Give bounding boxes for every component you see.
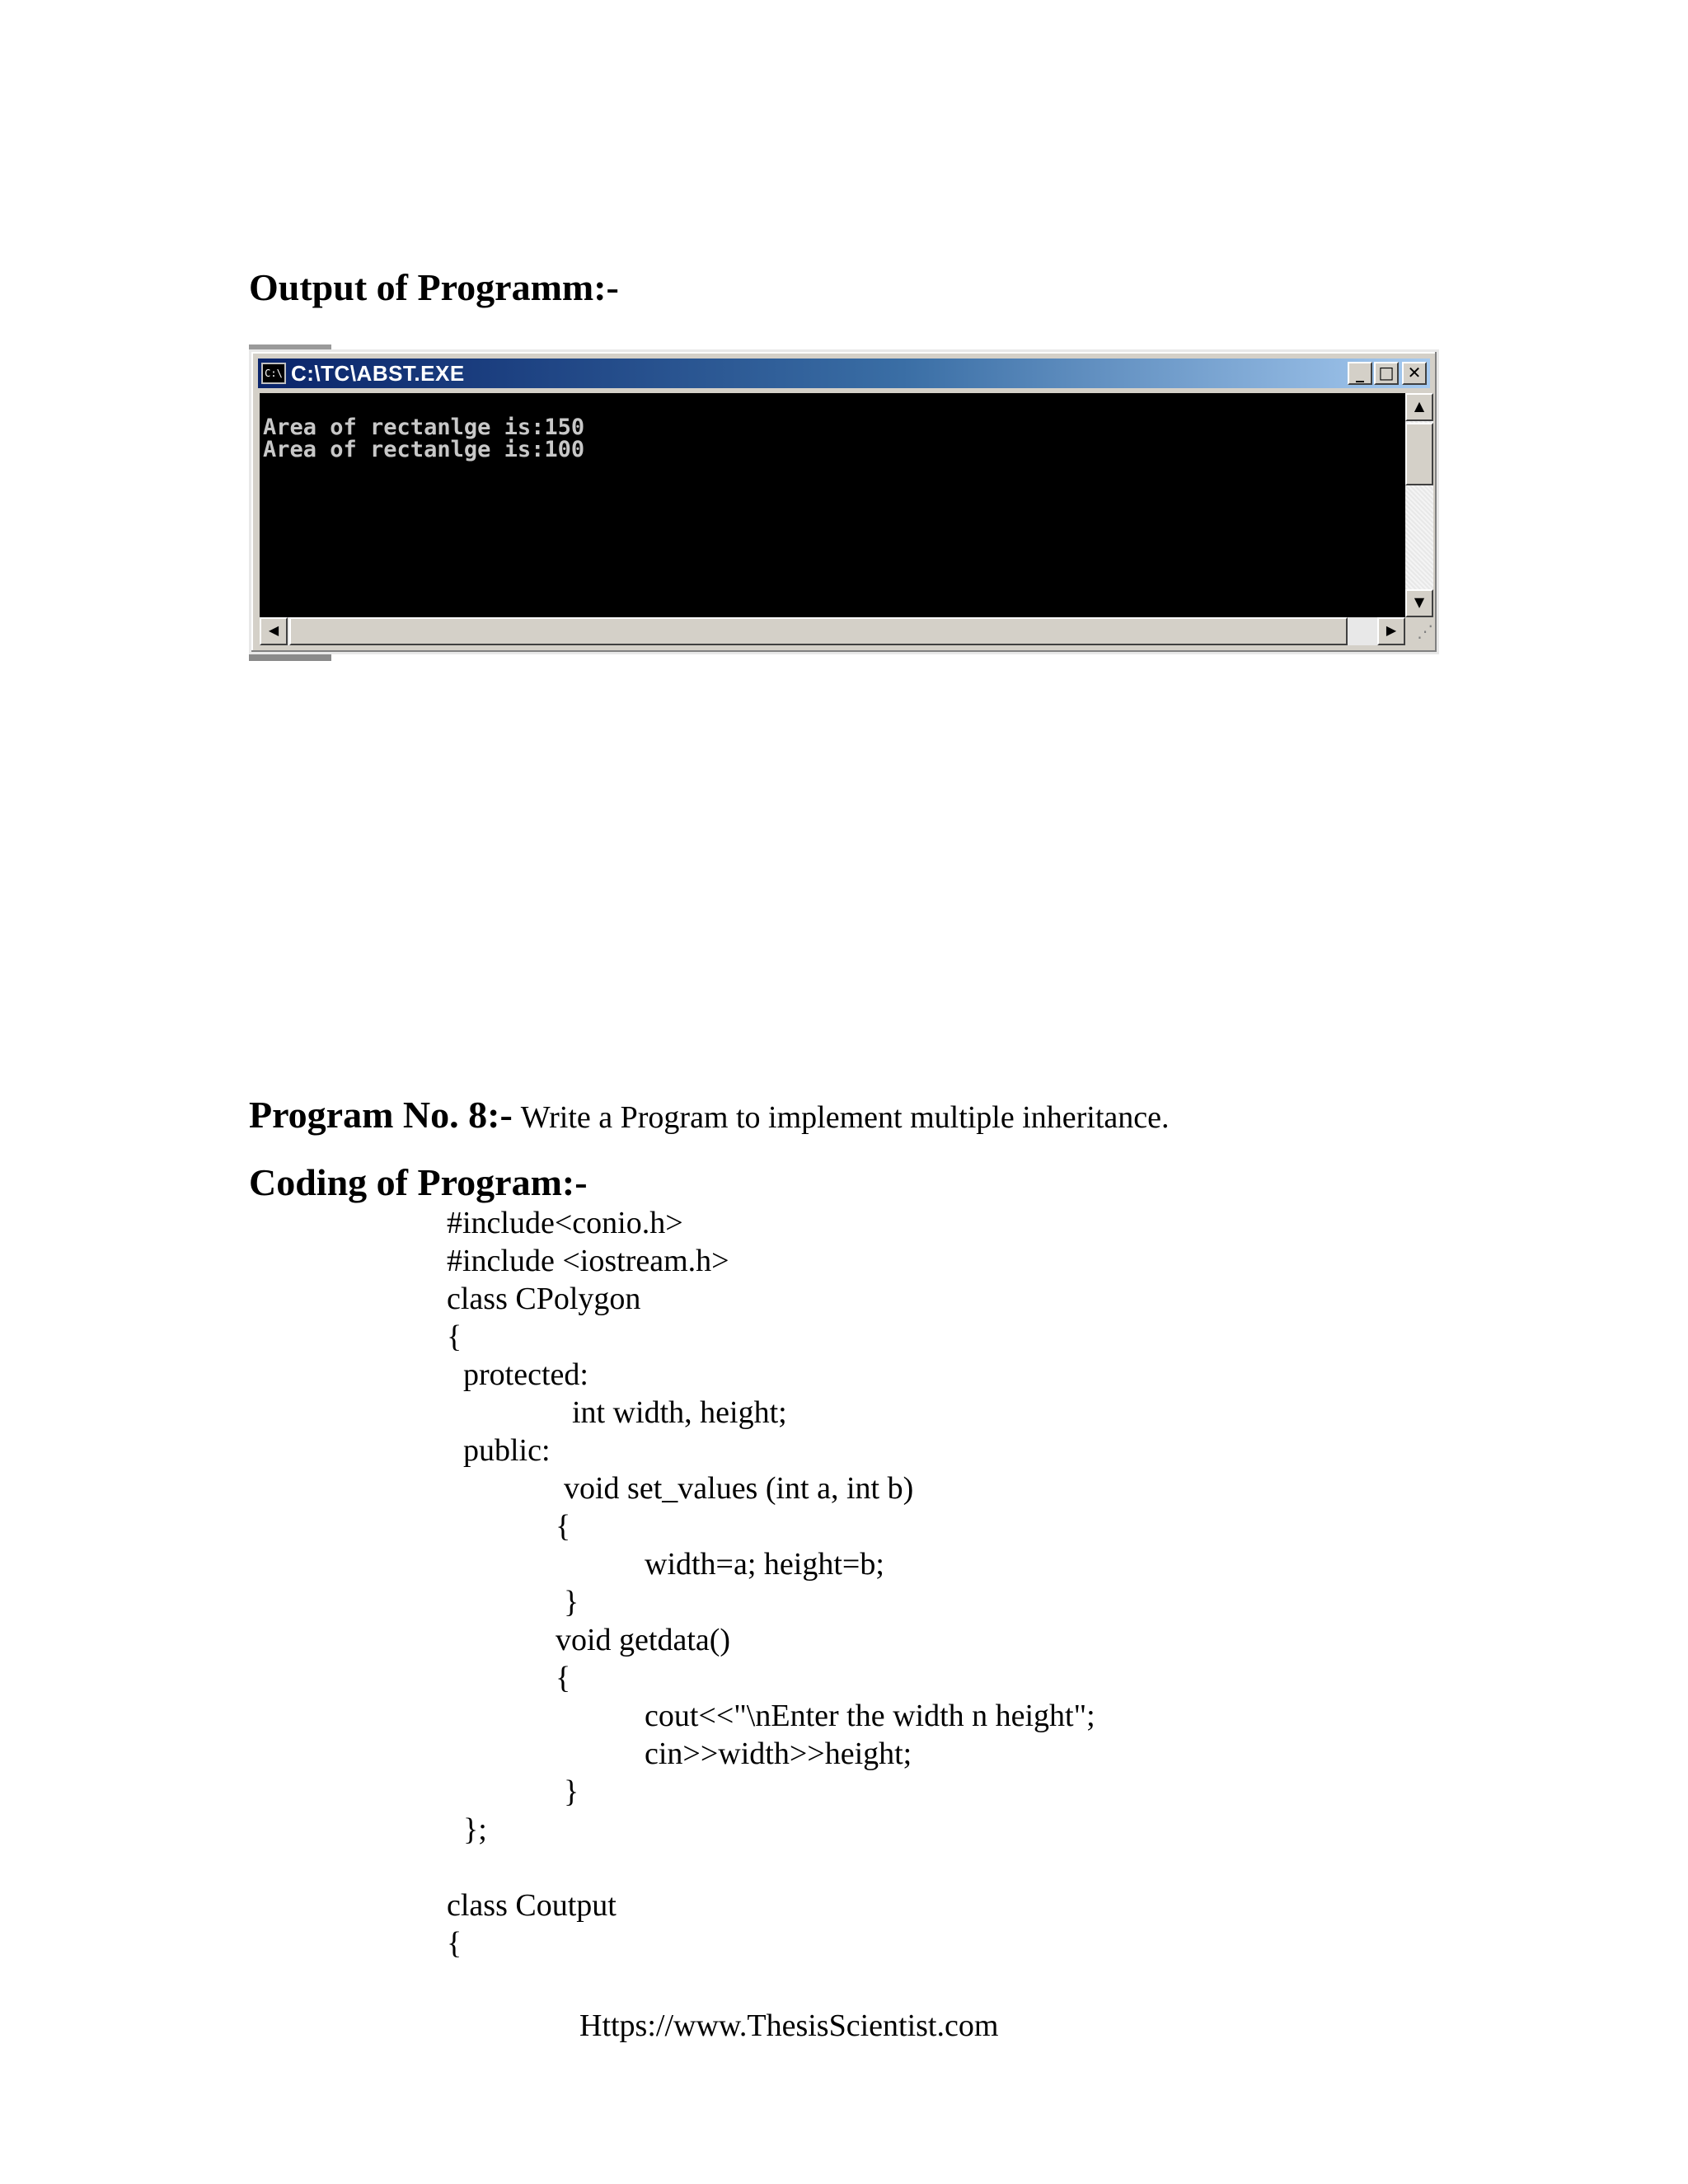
scroll-left-icon[interactable]: ◀ [260, 617, 288, 645]
maximize-button[interactable]: □ [1374, 362, 1399, 385]
code-line: cin>>width>>height; [645, 1736, 912, 1771]
console-line: Area of rectanlge is:100 [263, 437, 585, 462]
horizontal-scroll-thumb[interactable] [289, 617, 1348, 645]
console-app-icon[interactable]: C:\ [261, 363, 286, 384]
code-line: int width, height; [572, 1395, 787, 1430]
console-screen[interactable] [260, 393, 1405, 617]
output-heading: Output of Programm:- [249, 266, 619, 308]
scroll-down-icon[interactable]: ▼ [1405, 589, 1433, 617]
code-line: class CPolygon [447, 1282, 641, 1316]
code-line: protected: [463, 1357, 588, 1392]
code-line: #include <iostream.h> [447, 1244, 729, 1278]
code-line: width=a; height=b; [645, 1547, 884, 1582]
scroll-right-icon[interactable]: ▶ [1377, 617, 1405, 645]
vertical-scrollbar[interactable] [1405, 393, 1433, 617]
code-line: cout<<"\nEnter the width n height"; [645, 1699, 1095, 1733]
console-shadow-bottom [249, 654, 331, 661]
code-line: { [447, 1926, 462, 1961]
close-button[interactable]: ✕ [1402, 362, 1427, 385]
horizontal-scrollbar[interactable] [260, 617, 1405, 645]
minimize-button[interactable]: _ [1348, 362, 1372, 385]
scroll-up-icon[interactable]: ▲ [1405, 393, 1433, 421]
console-titlebar[interactable] [258, 359, 1430, 388]
console-line: Area of rectanlge is:150 [263, 415, 585, 440]
program-statement [249, 1093, 1170, 1137]
resize-grip-icon[interactable]: ⋰ [1405, 617, 1433, 645]
code-line: }; [463, 1812, 487, 1847]
console-window [249, 349, 1439, 654]
console-title: C:\TC\ABST.EXE [291, 360, 465, 386]
code-line: } [564, 1585, 579, 1619]
code-line: #include<conio.h> [447, 1206, 683, 1240]
code-line: class Coutput [447, 1888, 617, 1923]
program-description: Write a Program to implement multiple inheritance. [520, 1100, 1170, 1135]
code-line: { [556, 1509, 571, 1544]
coding-heading: Coding of Program:- [249, 1161, 588, 1203]
console-output [261, 416, 584, 461]
program-label: Program No. 8:- [249, 1094, 513, 1136]
footer-url: Https://www.ThesisScientist.com [579, 2008, 999, 2043]
vertical-scroll-thumb[interactable] [1405, 423, 1433, 485]
window-controls [1348, 362, 1427, 385]
code-line: void getdata() [556, 1623, 731, 1657]
code-line: } [564, 1774, 579, 1809]
code-line: void set_values (int a, int b) [564, 1471, 914, 1506]
code-line: { [556, 1661, 571, 1695]
code-line: { [447, 1319, 462, 1354]
code-line: public: [463, 1433, 551, 1468]
